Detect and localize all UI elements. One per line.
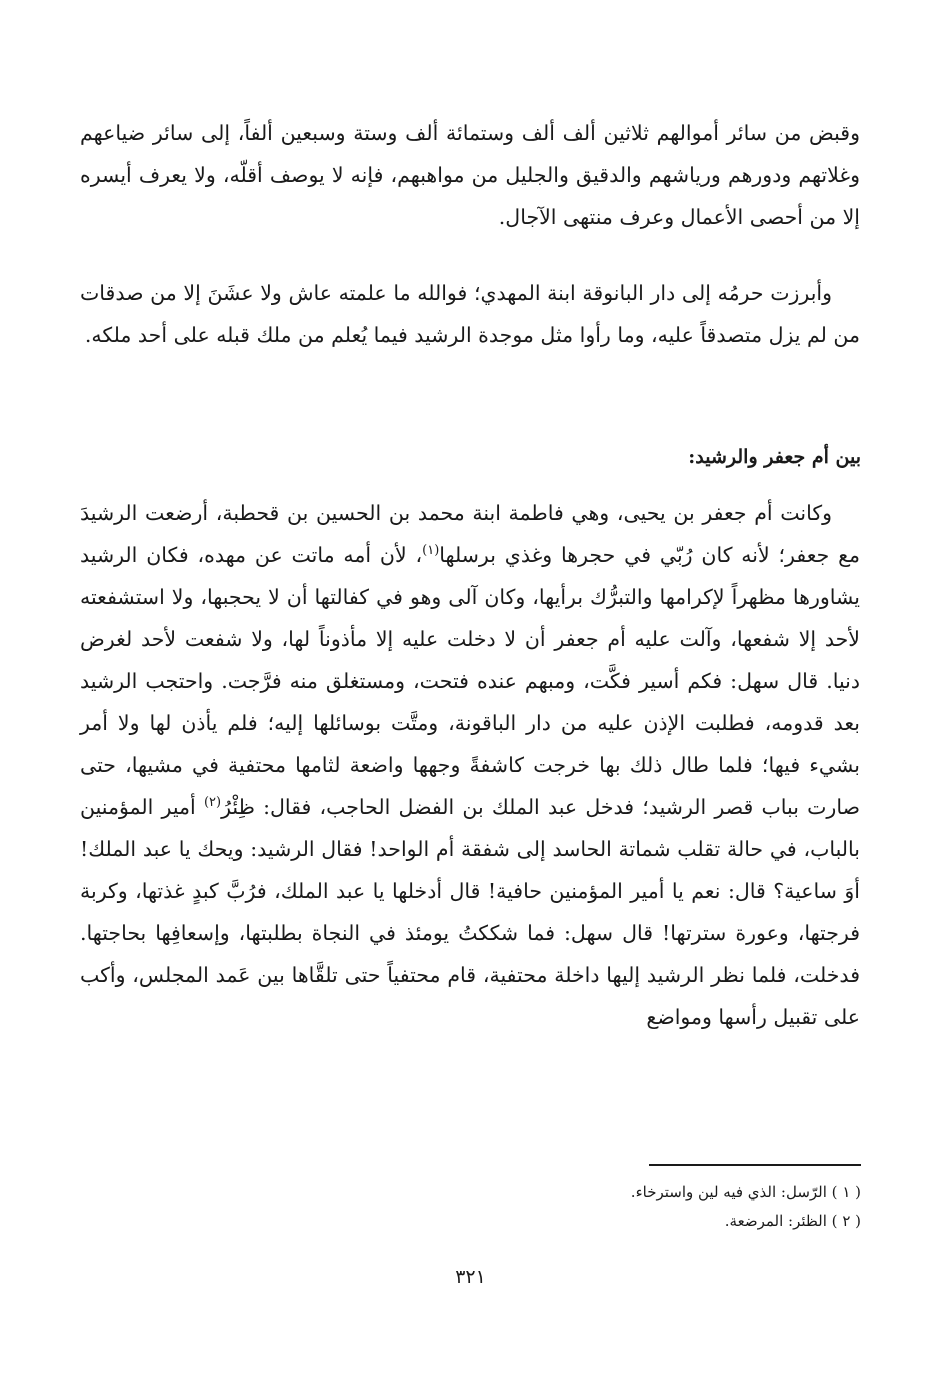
paragraph-3	[80, 492, 860, 1038]
footnote-ref-1: (١)	[422, 543, 440, 559]
footnote-1: ( ١ ) الرّسل: الذي فيه لين واسترخاء.	[630, 1183, 861, 1201]
section-heading: بين أم جعفر والرشيد:	[688, 446, 861, 468]
paragraph-2: وأبرزت حرمُه إلى دار البانوقة ابنة المهدي؛ فوالله ما علمته عاش ولا عشَنَ إلا من صدقات من لم يزل متصدقاً عليه، وما رأوا مثل موجدة الرشيد فيما يُعلم من ملك قبله على أحد ملكه.	[80, 281, 860, 347]
paragraph-3-text-b: ، لأن أمه ماتت عن مهده، فكان الرشيد يشاورها مظهراً لإكرامها والتبرُّك برأيها، وكان آلى وهو في كفالتها أن لا يحجبها، ولا استشفعته لأحد إلا شفعها، وآلت عليه أم جعفر أن لا دخلت عليه إلا مأذوناً لها، ولا شفعت لأحد لغرض دنيا. قال سهل: فكم أسير فكَّت، ومبهم عنده فتحت، ومستغلق منه فرَّجت. واحتجب الرشيد بعد قدومه، فطلبت الإذن عليه من دار الباقونة، ومتَّت بوسائلها إليه؛ فلم يأذن لها ولا أمر بشيء فيها؛ فلما طال ذلك بها خرجت كاشفةً وجهها واضعة لثامها محتفية في مشيها، حتى صارت بباب قصر الرشيد؛ فدخل عبد الملك بن الفضل الحاجب، فقال: ظِئْرُ	[80, 543, 860, 819]
paragraph-3-text-c: أمير المؤمنين بالباب، في حالة تقلب شماتة الحاسد إلى شفقة أم الواحد! فقال الرشيد: ويحك يا عبد الملك! أوَ ساعية؟ قال: نعم يا أمير المؤمنين حافية! قال أدخلها يا عبد الملك، فرُبَّ كبدٍ غذتها، وكربة فرجتها، وعورة سترتها! قال سهل: فما شككتُ يومئذ في النجاة بطلبتها، وإسعافِها بحاجتها. فدخلت، فلما نظر الرشيد إليها داخلة محتفية، قام محتفياً حتى تلقَّاها بين عَمد المجلس، وأكب على تقبيل رأسها ومواضع	[80, 795, 860, 1029]
paragraph-1: وقبض من سائر أموالهم ثلاثين ألف ألف وستمائة ألف وستة وسبعين ألفاً، إلى سائر ضياعهم وغلاتهم ودورهم ورياشهم والدقيق والجليل من مواهبهم، فإنه لا يوصف أقلّه، ولا يعرف أيسره إلا من أحصى الأعمال وعرف منتهى الآجال.	[80, 121, 860, 229]
footnote-2: ( ٢ ) الظئر: المرضعة.	[724, 1212, 861, 1230]
paragraph-3-text-a: وكانت أم جعفر بن يحيى، وهي فاطمة ابنة محمد بن الحسين بن قحطبة، أرضعت الرشيدَ مع جعفر؛ لأنه كان رُبّي في حجرها وغذي برسلها	[80, 501, 860, 567]
footnote-divider	[649, 1164, 861, 1166]
footnote-ref-2: (٢)	[203, 795, 222, 811]
page-number: ٣٢١	[455, 1266, 486, 1288]
footnotes-list	[631, 1178, 861, 1236]
